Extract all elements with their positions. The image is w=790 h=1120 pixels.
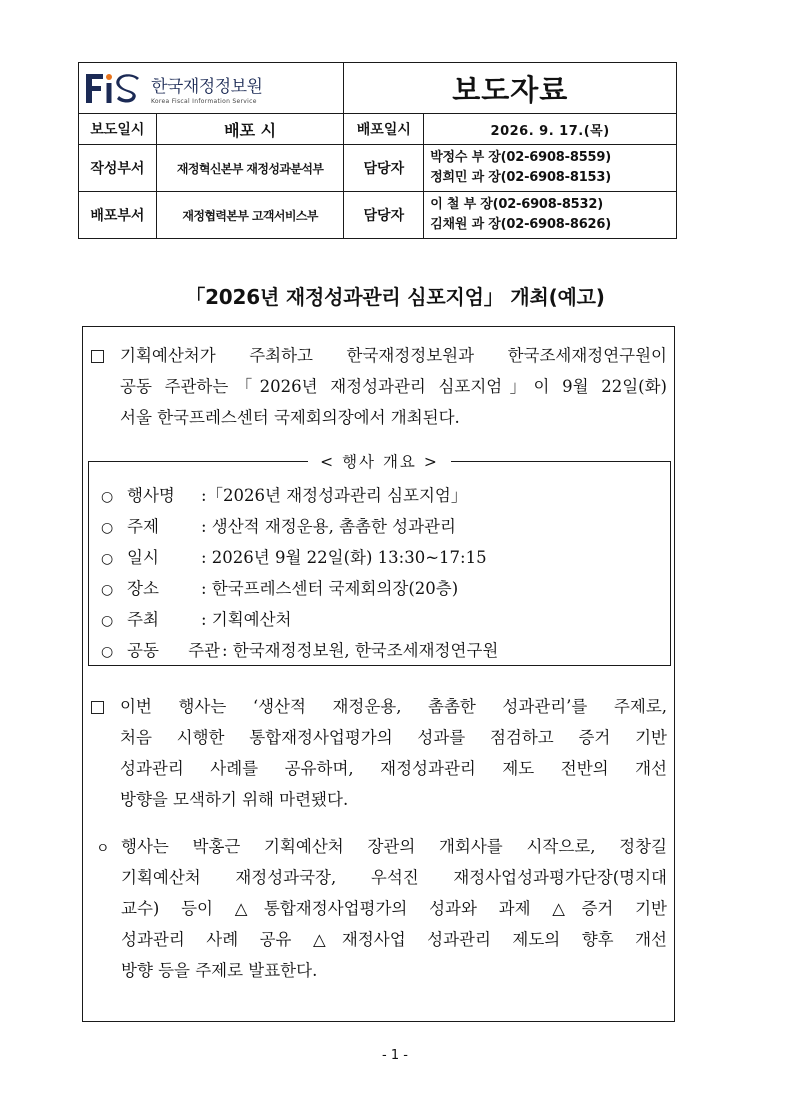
release-value: 배포 시 — [156, 114, 344, 145]
summary-title: < 행사 개요 > — [308, 453, 451, 471]
circle-bullet-icon: ○ — [101, 582, 114, 598]
program-line: 방향 등을 주제로 발표한다. — [121, 961, 318, 980]
summary-key: 주제 — [127, 517, 159, 536]
headline: 「2026년 재정성과관리 심포지엄」 개최(예고) — [185, 285, 605, 309]
author-dept: 재정혁신본부 재정성과분석부 — [156, 145, 344, 192]
page-number: - 1 - — [382, 1048, 408, 1063]
logo-cell — [79, 63, 344, 114]
circle-bullet-icon: ○ — [101, 520, 114, 536]
press-release-title: 보도자료 — [344, 63, 677, 114]
intro-line: 공동 주관하는「2026년 재정성과관리 심포지엄」이 9월 22일(화) — [120, 377, 667, 396]
summary-value: : 2026년 9월 22일(화) 13:30~17:15 — [201, 548, 487, 567]
summary-row — [101, 482, 467, 506]
event-purpose-paragraph — [120, 691, 667, 815]
hollow-bullet-icon: ㅇ — [96, 841, 110, 857]
summary-row — [101, 606, 292, 630]
summary-row — [101, 637, 498, 661]
summary-value: : 한국재정정보원, 한국조세재정연구원 — [222, 641, 499, 660]
event-summary-box — [88, 453, 671, 666]
summary-key: 주최 — [127, 610, 159, 629]
circle-bullet-icon: ○ — [101, 644, 114, 660]
purpose-line: 처음 시행한 통합재정사업평가의 성과를 점검하고 증거 기반 — [120, 728, 667, 747]
summary-value: :「2026년 재정성과관리 심포지엄」 — [201, 486, 468, 505]
dist-contact-label: 담당자 — [344, 192, 424, 239]
logo-name-en: Korea Fiscal Information Service — [151, 97, 257, 105]
circle-bullet-icon: ○ — [101, 551, 114, 567]
intro-paragraph — [120, 340, 667, 433]
program-line: 행사는 박홍근 기획예산처 장관의 개회사를 시작으로, 정창길 — [121, 837, 667, 856]
author-contacts — [424, 145, 677, 192]
checkbox-square-icon — [91, 350, 104, 363]
summary-key: 공동 주관 — [127, 641, 220, 660]
intro-line: 서울 한국프레스센터 국제회의장에서 개최된다. — [120, 408, 460, 427]
checkbox-square-icon — [91, 701, 104, 714]
intro-line: 기획예산처가 주최하고 한국재정정보원과 한국조세재정연구원이 — [120, 346, 667, 365]
fis-logo-icon — [83, 69, 145, 107]
program-line: 교수) 등이 △통합재정사업평가의 성과와 과제 △증거 기반 — [121, 899, 667, 918]
purpose-line: 성과관리 사례를 공유하며, 재정성과관리 제도 전반의 개선 — [120, 759, 667, 778]
circle-bullet-icon: ○ — [101, 613, 114, 629]
release-label: 보도일시 — [79, 114, 157, 145]
dist-contacts — [424, 192, 677, 239]
summary-row — [101, 513, 456, 537]
dist-contact-2: 김채원 과 장(02-6908-8626) — [430, 217, 611, 232]
author-contact-1: 박정수 부 장(02-6908-8559) — [430, 150, 611, 165]
summary-row — [101, 575, 458, 599]
logo-name-kr: 한국재정정보원 — [151, 76, 263, 97]
event-program-paragraph — [121, 831, 667, 986]
author-contact-label: 담당자 — [344, 145, 424, 192]
summary-value: : 생산적 재정운용, 촘촘한 성과관리 — [201, 517, 456, 536]
author-contact-2: 정희민 과 장(02-6908-8153) — [430, 170, 611, 185]
dist-dept: 재정협력본부 고객서비스부 — [156, 192, 344, 239]
summary-value: : 한국프레스센터 국제회의장(20층) — [201, 579, 459, 598]
purpose-line: 이번 행사는 ‘생산적 재정운용, 촘촘한 성과관리’를 주제로, — [120, 697, 667, 716]
distribution-date-label: 배포일시 — [344, 114, 424, 145]
summary-row — [101, 544, 487, 568]
circle-bullet-icon: ○ — [101, 489, 114, 505]
purpose-line: 방향을 모색하기 위해 마련됐다. — [120, 790, 349, 809]
summary-key: 행사명 — [127, 486, 175, 505]
summary-key: 일시 — [127, 548, 159, 567]
summary-key: 장소 — [127, 579, 159, 598]
summary-value: : 기획예산처 — [201, 610, 292, 629]
program-line: 성과관리 사례 공유 △재정사업 성과관리 제도의 향후 개선 — [121, 930, 667, 949]
distribution-date: 2026. 9. 17.(목) — [424, 114, 677, 145]
press-header-table — [78, 62, 677, 239]
author-dept-label: 작성부서 — [79, 145, 157, 192]
dist-dept-label: 배포부서 — [79, 192, 157, 239]
fis-logo — [79, 63, 343, 113]
program-line: 기획예산처 재정성과국장, 우석진 재정사업성과평가단장(명지대 — [121, 868, 667, 887]
dist-contact-1: 이 철 부 장(02-6908-8532) — [430, 197, 603, 212]
